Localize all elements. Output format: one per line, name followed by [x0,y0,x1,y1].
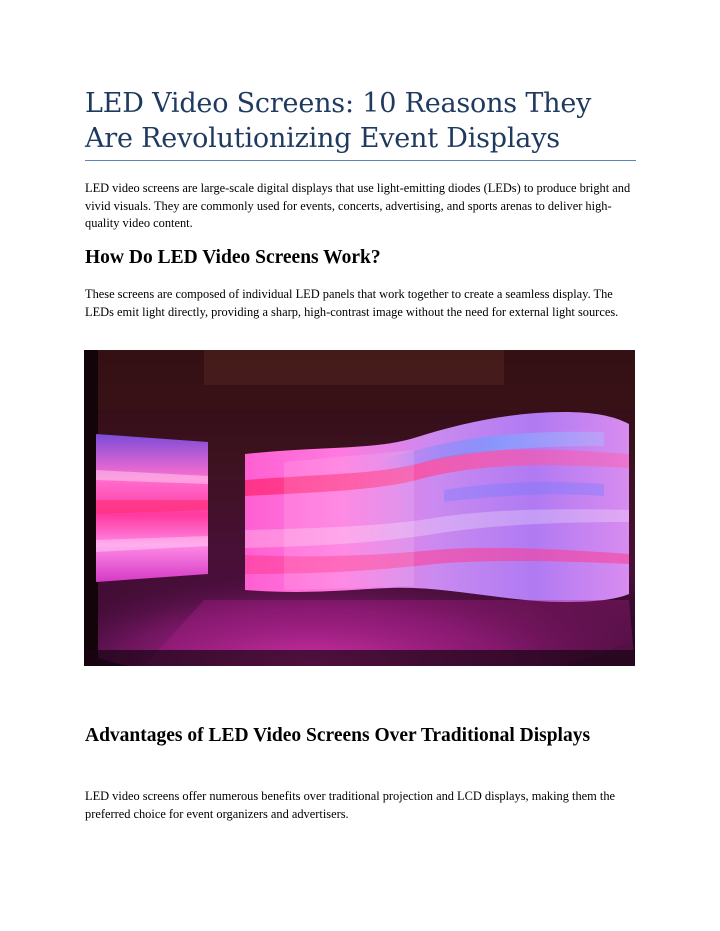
document-title: LED Video Screens: 10 Reasons They Are Revolutionizing Event Displays [85,88,592,154]
title-underline [85,160,636,161]
led-screen-photo [84,350,635,666]
section-heading-how-it-works: How Do LED Video Screens Work? [85,247,381,268]
section-heading-advantages: Advantages of LED Video Screens Over Traditional Displays [85,725,591,746]
intro-paragraph: LED video screens are large-scale digital displays that use light-emitting diodes (LEDs) to produce bright and vivid visuals. They are commonly used for events, concerts, advertising, and sports arenas to deliver high-quality video content. [85,181,631,230]
how-it-works-paragraph: These screens are composed of individual LED panels that work together to create a seamless display. The LEDs emit light directly, providing a sharp, high-contrast image without the need for external light sources. [85,287,619,319]
advantages-paragraph: LED video screens offer numerous benefits over traditional projection and LCD displays, making them the preferred choice for event organizers and advertisers. [85,789,616,821]
